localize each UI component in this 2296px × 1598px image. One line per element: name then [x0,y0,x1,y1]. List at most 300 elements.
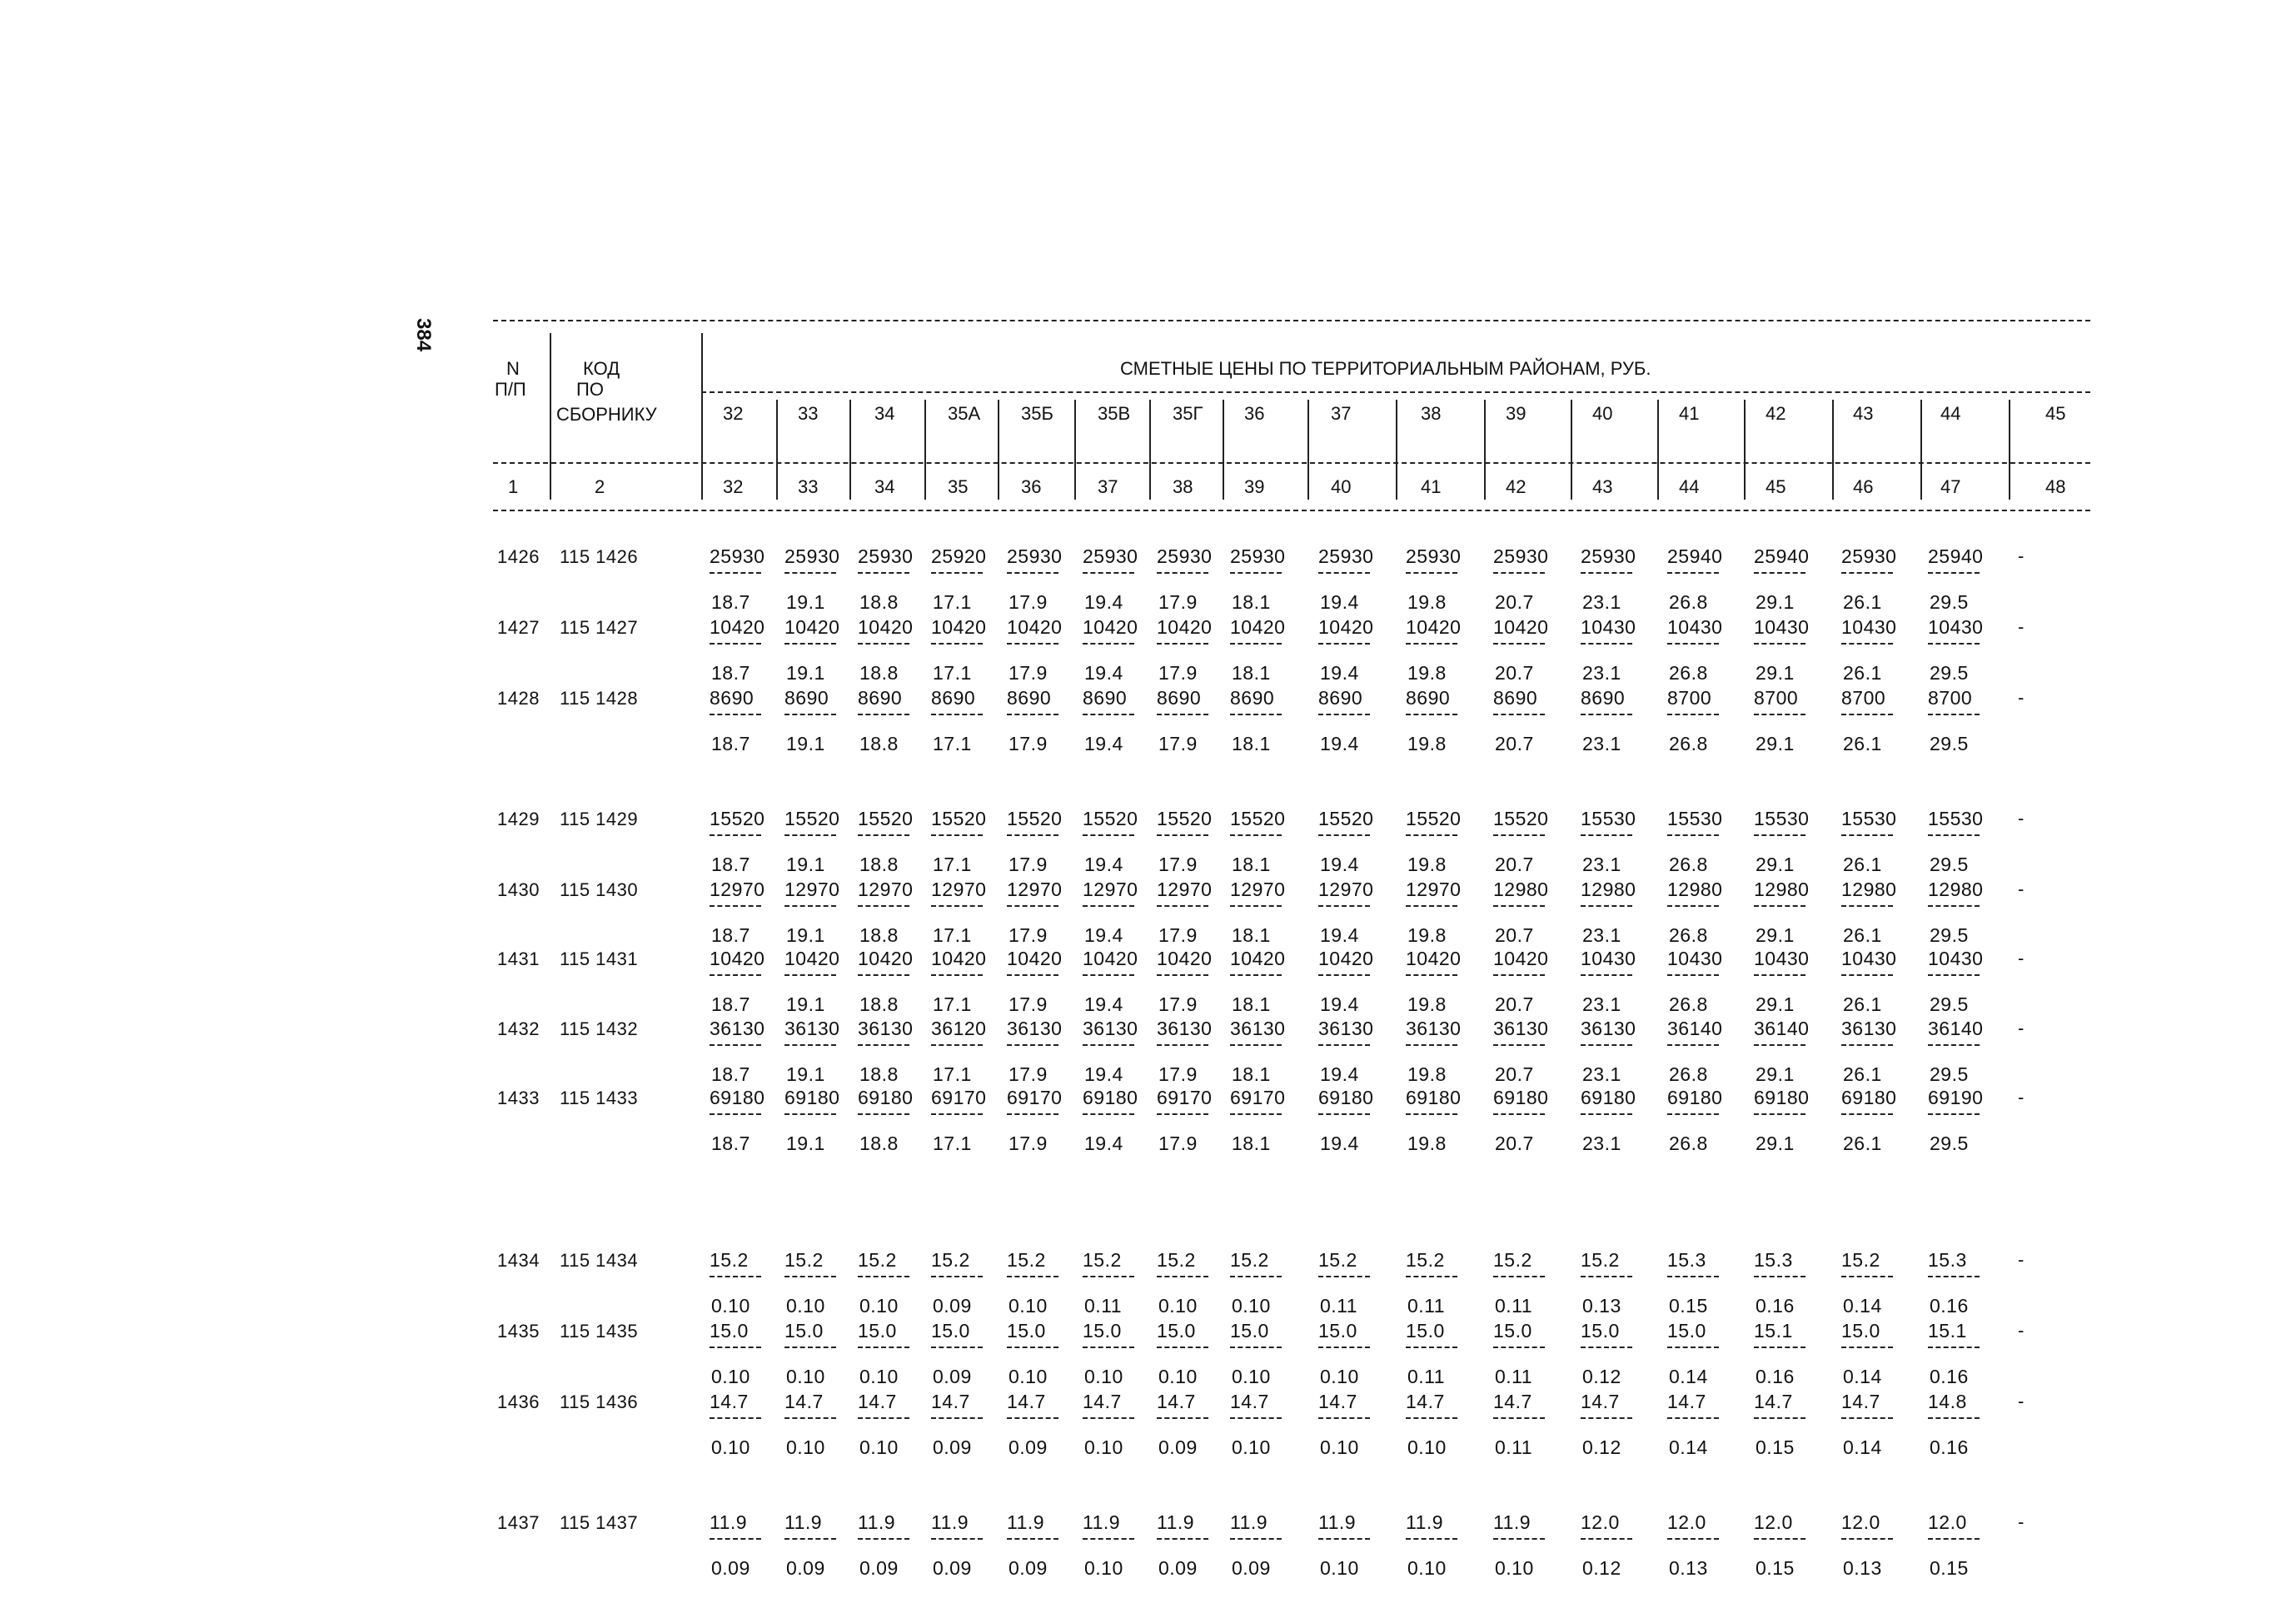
fraction-rule [710,834,761,836]
fraction-rule [784,572,836,574]
price-cell: 36140 [1928,1018,1984,1039]
fraction-rule [931,1113,983,1115]
coefficient-cell: 23.1 [1582,662,1621,684]
price-cell: 15.2 [858,1249,897,1271]
coefficient-cell: 29.5 [1930,591,1969,613]
fraction-rule [1754,1276,1805,1277]
coefficient-cell: 26.1 [1843,854,1882,875]
coefficient-cell: 0.14 [1669,1366,1708,1387]
fraction-rule [1406,714,1457,715]
fraction-rule [1083,905,1134,907]
fraction-rule [1581,1044,1632,1046]
coefficient-cell: 17.9 [1158,591,1198,613]
row-code: 115 1428 [560,688,639,709]
price-cell: 15520 [858,808,914,829]
index-col-label: 46 [1853,476,1874,497]
empty-column-dash: - [2018,616,2025,637]
price-cell: 11.9 [931,1511,969,1533]
price-cell: 69180 [1841,1087,1897,1108]
price-cell: 25920 [931,545,987,567]
fraction-rule [1667,643,1719,645]
fraction-rule [1318,1538,1370,1540]
fraction-rule [1754,643,1805,645]
coefficient-cell: 20.7 [1495,993,1534,1015]
fraction-rule [1406,834,1457,836]
district-col-divider [776,400,778,500]
coefficient-cell: 0.15 [1930,1557,1969,1579]
coefficient-cell: 0.10 [1009,1295,1048,1317]
price-cell: 12980 [1667,879,1723,900]
coefficient-cell: 26.1 [1843,1133,1882,1154]
coefficient-cell: 23.1 [1582,854,1621,875]
row-number: 1428 [497,688,540,709]
coefficient-cell: 18.1 [1232,1063,1271,1085]
price-cell: 15.3 [1928,1249,1967,1271]
coefficient-cell: 19.8 [1407,733,1447,754]
price-cell: 8700 [1754,687,1799,709]
fraction-rule [1754,834,1805,836]
fraction-rule [1157,572,1208,574]
fraction-rule [1667,834,1719,836]
empty-column-dash: - [2018,879,2025,899]
coefficient-cell: 0.10 [711,1436,750,1458]
price-cell: 14.7 [1754,1391,1793,1412]
price-cell: 69180 [710,1087,765,1108]
district-col-divider [849,400,851,500]
price-cell: 36130 [1406,1018,1462,1039]
coefficient-cell: 17.1 [933,1133,972,1154]
coefficient-cell: 19.1 [786,662,825,684]
coefficient-cell: 20.7 [1495,1063,1534,1085]
coefficient-cell: 19.4 [1320,591,1359,613]
price-cell: 15.2 [1083,1249,1122,1271]
price-cell: 10430 [1754,616,1810,638]
fraction-rule [1083,1044,1134,1046]
coefficient-cell: 0.10 [1495,1557,1534,1579]
row-number: 1426 [497,546,540,567]
fraction-rule [1493,1044,1545,1046]
fraction-rule [1157,974,1208,976]
coefficient-cell: 19.1 [786,1133,825,1154]
fraction-rule [1230,643,1282,645]
price-cell: 8690 [1493,687,1538,709]
coefficient-cell: 19.4 [1320,733,1359,754]
coefficient-cell: 0.16 [1930,1436,1969,1458]
index-col-label: 35 [948,476,969,497]
fraction-rule [1667,1347,1719,1348]
coefficient-cell: 0.09 [1009,1557,1048,1579]
fraction-rule [1754,1538,1805,1540]
row-code: 115 1437 [560,1512,639,1533]
fraction-rule [1318,572,1370,574]
price-cell: 36130 [858,1018,914,1039]
coefficient-cell: 18.1 [1232,1133,1271,1154]
price-cell: 14.7 [1007,1391,1046,1412]
fraction-rule [1318,905,1370,907]
coefficient-cell: 0.10 [786,1436,825,1458]
fraction-rule [1493,1417,1545,1419]
fraction-rule [1667,1113,1719,1115]
coefficient-cell: 0.16 [1756,1366,1795,1387]
fraction-rule [931,1347,983,1348]
coefficient-cell: 18.7 [711,662,750,684]
fraction-rule [1230,974,1282,976]
price-cell: 15530 [1581,808,1636,829]
coefficient-cell: 0.15 [1756,1436,1795,1458]
fraction-rule [1667,1044,1719,1046]
fraction-rule [931,1538,983,1540]
coefficient-cell: 23.1 [1582,993,1621,1015]
price-cell: 69180 [784,1087,840,1108]
fraction-rule [1083,1347,1134,1348]
coefficient-cell: 17.9 [1158,733,1198,754]
coefficient-cell: 20.7 [1495,1133,1534,1154]
coefficient-cell: 19.4 [1320,924,1359,946]
row-code: 115 1434 [560,1250,639,1271]
price-cell: 15.2 [1581,1249,1620,1271]
coefficient-cell: 26.1 [1843,993,1882,1015]
district-col-divider [924,400,926,500]
fraction-rule [931,643,983,645]
price-cell: 36130 [1007,1018,1063,1039]
coefficient-cell: 18.7 [711,993,750,1015]
fraction-rule [1667,905,1719,907]
price-cell: 12980 [1928,879,1984,900]
coefficient-cell: 26.1 [1843,1063,1882,1085]
fraction-rule [858,905,909,907]
coefficient-cell: 0.09 [711,1557,750,1579]
coefficient-cell: 17.9 [1158,993,1198,1015]
coefficient-cell: 17.1 [933,1063,972,1085]
coefficient-cell: 26.8 [1669,854,1708,875]
district-col-header: 40 [1592,403,1613,424]
coefficient-cell: 26.1 [1843,924,1882,946]
fraction-rule [1083,1276,1134,1277]
fraction-rule [931,834,983,836]
fraction-rule [1841,643,1893,645]
fraction-rule [1581,974,1632,976]
coefficient-cell: 0.09 [933,1436,972,1458]
fraction-rule [1007,643,1058,645]
index-col-label: 43 [1592,476,1613,497]
price-cell: 15.2 [1007,1249,1046,1271]
fraction-rule [1581,643,1632,645]
fraction-rule [1230,834,1282,836]
coefficient-cell: 26.1 [1843,662,1882,684]
coefficient-cell: 29.1 [1756,854,1795,875]
fraction-rule [1667,1417,1719,1419]
coefficient-cell: 23.1 [1582,1063,1621,1085]
coefficient-cell: 19.1 [786,733,825,754]
price-cell: 25930 [1581,545,1636,567]
coefficient-cell: 17.9 [1158,1133,1198,1154]
fraction-rule [1581,572,1632,574]
price-cell: 11.9 [1406,1511,1444,1533]
coefficient-cell: 18.1 [1232,993,1271,1015]
row-number: 1437 [497,1512,540,1533]
coefficient-cell: 20.7 [1495,591,1534,613]
coefficient-cell: 17.9 [1009,1063,1048,1085]
fraction-rule [931,714,983,715]
fraction-rule [1083,974,1134,976]
coefficient-cell: 19.8 [1407,854,1447,875]
empty-column-dash: - [2018,545,2025,566]
fraction-rule [1406,643,1457,645]
coefficient-cell: 23.1 [1582,591,1621,613]
price-cell: 69180 [1493,1087,1549,1108]
price-cell: 10420 [1157,948,1213,969]
coefficient-cell: 23.1 [1582,733,1621,754]
fraction-rule [1230,1044,1282,1046]
district-col-divider [1484,400,1486,500]
fraction-rule [1157,1347,1208,1348]
price-cell: 69180 [1318,1087,1374,1108]
price-cell: 25930 [1406,545,1462,567]
row-number: 1431 [497,948,540,969]
coefficient-cell: 17.1 [933,854,972,875]
price-cell: 12970 [858,879,914,900]
price-cell: 25930 [710,545,765,567]
coefficient-cell: 26.8 [1669,1063,1708,1085]
coefficient-cell: 19.4 [1084,924,1123,946]
price-cell: 12970 [710,879,765,900]
coefficient-cell: 19.4 [1320,1133,1359,1154]
coefficient-cell: 0.10 [1084,1366,1123,1387]
price-cell: 10420 [710,616,765,638]
row-code: 115 1432 [560,1018,639,1039]
fraction-rule [1007,1417,1058,1419]
coefficient-cell: 0.14 [1843,1295,1882,1317]
fraction-rule [1581,1538,1632,1540]
fraction-rule [931,1276,983,1277]
price-cell: 14.7 [1157,1391,1196,1412]
price-cell: 25930 [1083,545,1138,567]
coefficient-cell: 19.8 [1407,924,1447,946]
district-col-header: 38 [1421,403,1442,424]
fraction-rule [784,714,836,715]
price-cell: 14.7 [784,1391,824,1412]
fraction-rule [1667,714,1719,715]
coefficient-cell: 0.15 [1669,1295,1708,1317]
fraction-rule [1157,1417,1208,1419]
price-cell: 25930 [1493,545,1549,567]
empty-column-dash: - [2018,687,2025,708]
price-cell: 11.9 [1083,1511,1121,1533]
fraction-rule [1841,1276,1893,1277]
coefficient-cell: 0.11 [1320,1295,1358,1317]
fraction-rule [858,1044,909,1046]
fraction-rule [1841,714,1893,715]
district-col-header: 33 [798,403,819,424]
empty-column-dash: - [2018,1391,2025,1411]
fraction-rule [1928,643,1980,645]
coefficient-cell: 0.10 [859,1366,899,1387]
fraction-rule [1928,1347,1980,1348]
price-cell: 15520 [784,808,840,829]
header-code-line1: КОД [583,358,620,379]
price-cell: 14.7 [1318,1391,1357,1412]
coefficient-cell: 17.9 [1158,854,1198,875]
fraction-rule [710,1417,761,1419]
fraction-rule [1841,834,1893,836]
fraction-rule [1841,572,1893,574]
fraction-rule [1083,572,1134,574]
coefficient-cell: 0.14 [1843,1436,1882,1458]
coefficient-cell: 0.10 [1084,1436,1123,1458]
row-code: 115 1436 [560,1391,639,1412]
price-cell: 69180 [1754,1087,1810,1108]
coefficient-cell: 0.16 [1930,1295,1969,1317]
price-cell: 12970 [1230,879,1286,900]
price-cell: 69180 [1581,1087,1636,1108]
price-cell: 36130 [1493,1018,1549,1039]
coefficient-cell: 18.1 [1232,854,1271,875]
fraction-rule [710,572,761,574]
fraction-rule [1007,1044,1058,1046]
fraction-rule [710,1538,761,1540]
price-cell: 8690 [931,687,976,709]
coefficient-cell: 29.1 [1756,1133,1795,1154]
index-col-label: 33 [798,476,819,497]
empty-column-dash: - [2018,1087,2025,1108]
price-cell: 8690 [1083,687,1128,709]
index-col-label: 36 [1021,476,1042,497]
fraction-rule [1406,572,1457,574]
row-code: 115 1430 [560,879,639,900]
fraction-rule [858,974,909,976]
price-cell: 14.7 [1083,1391,1122,1412]
row-code: 115 1429 [560,809,639,829]
coefficient-cell: 0.09 [1232,1557,1271,1579]
price-cell: 36140 [1667,1018,1723,1039]
price-cell: 15.2 [1318,1249,1357,1271]
price-cell: 15.2 [931,1249,970,1271]
price-cell: 25930 [1318,545,1374,567]
price-cell: 11.9 [1493,1511,1531,1533]
price-cell: 10430 [1754,948,1810,969]
coefficient-cell: 0.09 [859,1557,899,1579]
coefficient-cell: 0.10 [859,1295,899,1317]
district-col-header: 41 [1679,403,1700,424]
district-col-divider [1396,400,1397,500]
coefficient-cell: 0.09 [933,1557,972,1579]
price-cell: 36130 [710,1018,765,1039]
price-cell: 10420 [1493,616,1549,638]
fraction-rule [1754,572,1805,574]
price-cell: 25930 [784,545,840,567]
fraction-rule [1754,1044,1805,1046]
fraction-rule [784,1276,836,1277]
fraction-rule [1754,1417,1805,1419]
price-cell: 10420 [1083,616,1138,638]
fraction-rule [784,905,836,907]
district-col-divider [701,333,703,500]
price-cell: 12.0 [1841,1511,1880,1533]
fraction-rule [1007,1538,1058,1540]
price-cell: 10420 [710,948,765,969]
price-cell: 10420 [858,948,914,969]
price-cell: 12980 [1493,879,1549,900]
coefficient-cell: 18.7 [711,924,750,946]
fraction-rule [1406,905,1457,907]
price-cell: 14.7 [1230,1391,1269,1412]
price-cell: 11.9 [858,1511,896,1533]
price-cell: 25940 [1754,545,1810,567]
coefficient-cell: 18.8 [859,1133,899,1154]
row-code: 115 1426 [560,546,639,567]
price-cell: 12970 [784,879,840,900]
price-cell: 15520 [1230,808,1286,829]
index-col-label: 37 [1098,476,1118,497]
coefficient-cell: 17.9 [1158,662,1198,684]
header-divider-np [550,333,551,500]
coefficient-cell: 19.4 [1084,854,1123,875]
price-cell: 15.2 [1841,1249,1880,1271]
fraction-rule [1754,1113,1805,1115]
fraction-rule [1083,1417,1134,1419]
fraction-rule [1007,974,1058,976]
index-col-label: 32 [723,476,744,497]
price-cell: 10430 [1928,948,1984,969]
fraction-rule [1754,714,1805,715]
index-np: 1 [508,476,519,497]
fraction-rule [1230,905,1282,907]
coefficient-cell: 19.4 [1320,1063,1359,1085]
fraction-rule [1230,1347,1282,1348]
fraction-rule [1493,974,1545,976]
fraction-rule [784,1113,836,1115]
coefficient-cell: 29.5 [1930,662,1969,684]
price-cell: 8690 [710,687,755,709]
row-number: 1436 [497,1391,540,1412]
fraction-rule [1157,714,1208,715]
price-cell: 15.2 [1493,1249,1532,1271]
fraction-rule [1493,572,1545,574]
coefficient-cell: 19.1 [786,854,825,875]
coefficient-cell: 18.7 [711,1063,750,1085]
fraction-rule [1157,834,1208,836]
fraction-rule [858,572,909,574]
coefficient-cell: 0.16 [1756,1295,1795,1317]
fraction-rule [1754,905,1805,907]
price-cell: 36130 [1230,1018,1286,1039]
fraction-rule [1928,714,1980,715]
page-number: 384 [412,318,435,352]
fraction-rule [1406,1276,1457,1277]
fraction-rule [1841,905,1893,907]
district-col-divider [1074,400,1076,500]
district-col-header: 39 [1506,403,1527,424]
district-col-header: 42 [1766,403,1786,424]
coefficient-cell: 19.1 [786,993,825,1015]
price-cell: 12980 [1581,879,1636,900]
price-cell: 14.7 [1667,1391,1706,1412]
fraction-rule [710,1113,761,1115]
coefficient-cell: 18.7 [711,591,750,613]
price-cell: 25930 [858,545,914,567]
coefficient-cell: 29.1 [1756,591,1795,613]
coefficient-cell: 19.8 [1407,662,1447,684]
fraction-rule [1493,1113,1545,1115]
price-cell: 15520 [1157,808,1213,829]
coefficient-cell: 20.7 [1495,924,1534,946]
header-np-line1: N [506,358,520,379]
price-cell: 15.1 [1928,1320,1967,1342]
price-cell: 15.0 [1493,1320,1532,1342]
row-code: 115 1427 [560,617,639,638]
coefficient-cell: 19.4 [1320,854,1359,875]
empty-column-dash: - [2018,808,2025,829]
